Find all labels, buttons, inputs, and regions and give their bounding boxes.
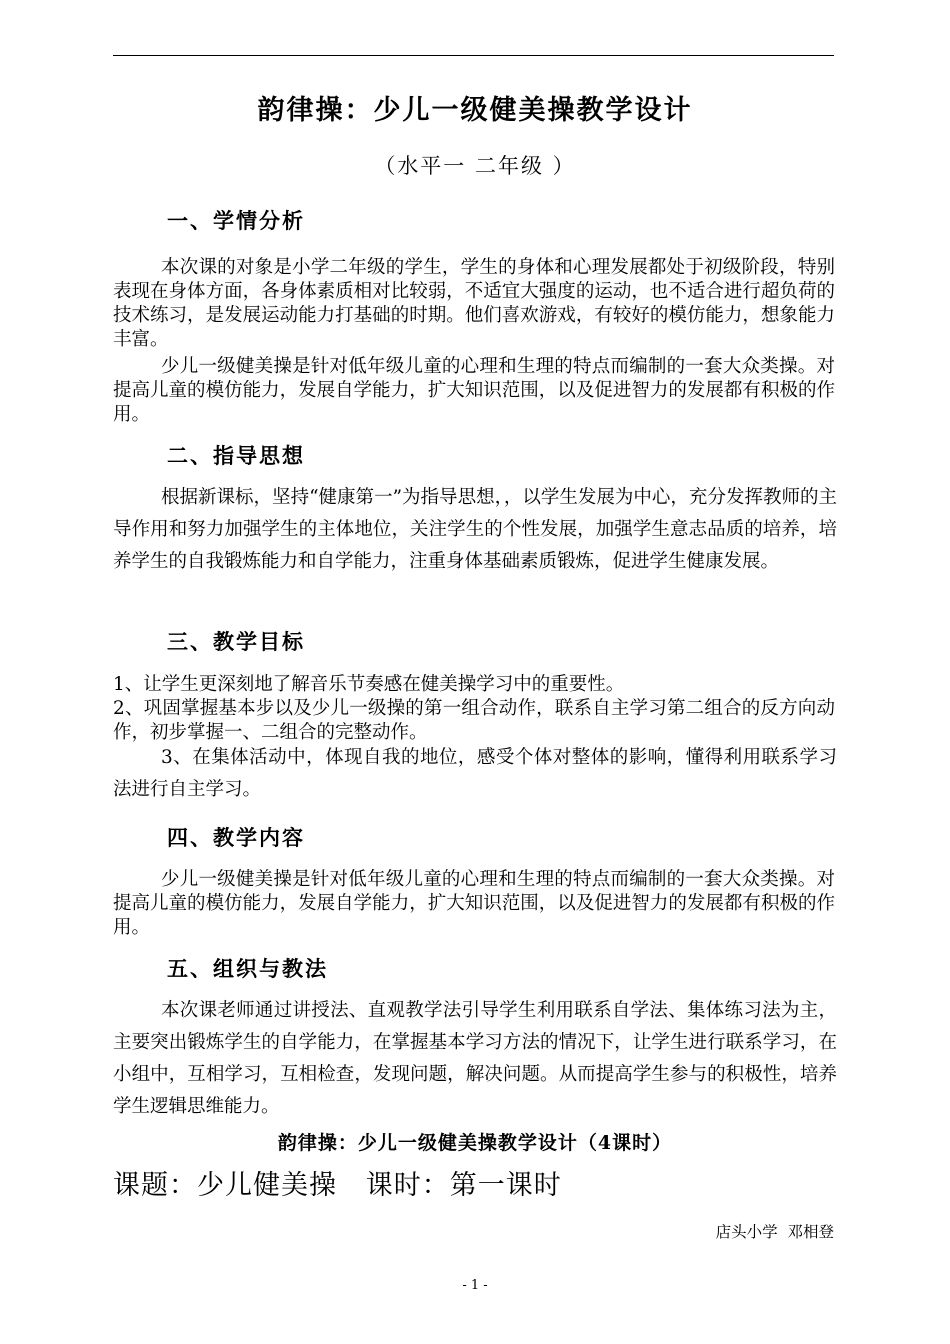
section-heading-method: 五、组织与教法 xyxy=(167,956,328,981)
author-line: 店头小学 邓相登 xyxy=(715,1223,834,1241)
guiding-paragraph: 根据新课标，坚持“健康第一”为指导思想，，以学生发展为中心，充分发挥教师的主导作用和努力加强学生的主体地位，关注学生的个性发展，加强学生意志品质的培养，培养学生的自我锻炼能力和自学能力，注重身体基础素质锻炼，促进学生健康发展。 xyxy=(113,487,837,572)
analysis-paragraph-2: 少儿一级健美操是针对低年级儿童的心理和生理的特点而编制的一套大众类操。对提高儿童的模仿能力，发展自学能力，扩大知识范围，以及促进智力的发展都有积极的作用。 xyxy=(113,356,835,425)
document-subtitle: （水平一 二年级 ） xyxy=(374,154,576,178)
objective-item-1: 1、让学生更深刻地了解音乐节奏感在健美操学习中的重要性。 xyxy=(113,674,625,695)
section-heading-analysis: 一、学情分析 xyxy=(167,208,305,233)
objective-item-2: 2、巩固掌握基本步以及少儿一级操的第一组合动作，联系自主学习第二组合的反方向动作，初步掌握一、二组合的完整动作。 xyxy=(113,698,835,743)
objective-item-3: 3、在集体活动中，体现自我的地位，感受个体对整体的影响，懂得利用联系学习法进行自主学习。 xyxy=(113,747,837,800)
method-paragraph: 本次课老师通过讲授法、直观教学法引导学生利用联系自学法、集体练习法为主，主要突出锻炼学生的自学能力，在掌握基本学习方法的情况下，让学生进行联系学习，在小组中，互相学习，互相检查，发现问题，解决问题。从而提高学生参与的积极性，培养学生逻辑思维能力。 xyxy=(113,1000,837,1117)
document-title: 韵律操：少儿一级健美操教学设计 xyxy=(257,95,693,126)
page-number: - 1 - xyxy=(462,1278,488,1293)
lesson-plan-subtitle: 韵律操：少儿一级健美操教学设计（4课时） xyxy=(277,1132,673,1154)
analysis-paragraph-1: 本次课的对象是小学二年级的学生，学生的身体和心理发展都处于初级阶段，特别表现在身体方面，各身体素质相对比较弱，不适宜大强度的运动，也不适合进行超负荷的技术练习，是发展运动能力打基础的时期。他们喜欢游戏，有较好的模仿能力，想象能力丰富。 xyxy=(113,257,835,350)
section-heading-objectives: 三、教学目标 xyxy=(167,629,305,654)
content-paragraph: 少儿一级健美操是针对低年级儿童的心理和生理的特点而编制的一套大众类操。对提高儿童的模仿能力，发展自学能力，扩大知识范围，以及促进智力的发展都有积极的作用。 xyxy=(113,869,835,938)
section-heading-guiding: 二、指导思想 xyxy=(167,443,305,468)
section-heading-content: 四、教学内容 xyxy=(167,825,305,850)
lesson-topic-line: 课题：少儿健美操 课时：第一课时 xyxy=(113,1170,562,1201)
header-rule xyxy=(113,55,834,56)
